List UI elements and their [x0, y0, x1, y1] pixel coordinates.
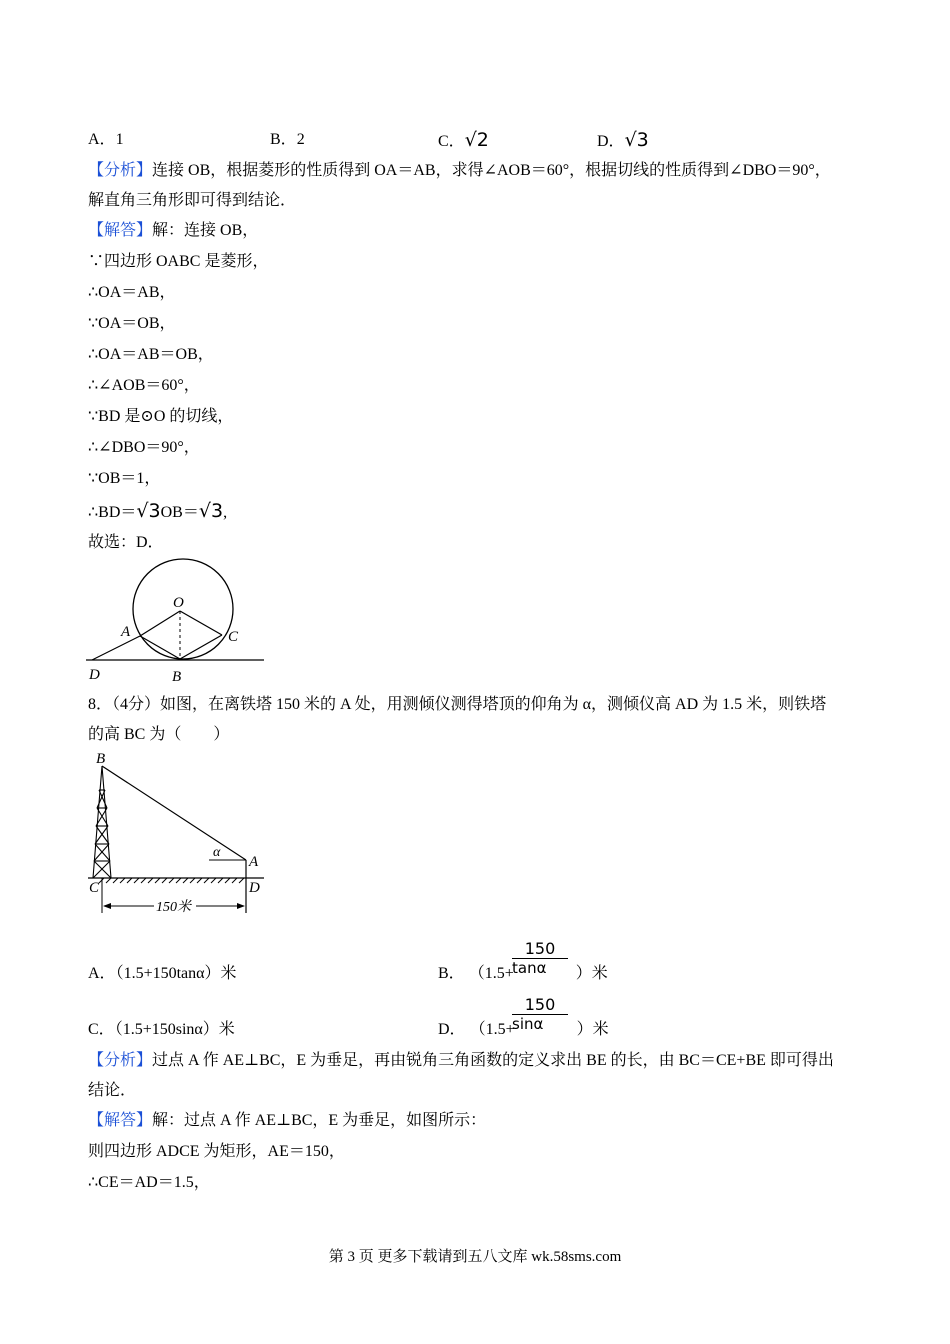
q7-solution-line-9: ∵OB＝1，: [88, 470, 161, 487]
label-c: C: [228, 629, 239, 645]
ground-hatching: [99, 878, 244, 883]
q8-analysis-line-2: 结论．: [88, 1082, 137, 1099]
q8-stem-line-1: 8．（4分）如图，在离铁塔 150 米的 A 处，用测倾仪测得塔顶的仰角为 α，测倾仪高 AD 为 1.5 米，则铁塔: [88, 696, 827, 713]
q7-solution-line-7: ∵BD 是⊙O 的切线，: [88, 408, 234, 425]
q8-stem-line-2: 的高 BC 为（ ）: [88, 726, 230, 743]
q7-solution-bd-line: ∴BD＝√3OB＝√3,: [88, 500, 228, 522]
q8-option-b-fraction: 150 tanα: [512, 940, 568, 977]
q8-option-a: A．（1.5+150tanα）米: [88, 965, 237, 982]
q7-solution-line-1: 【解答】解：连接 OB，: [88, 222, 259, 239]
arrowhead-right: [237, 903, 245, 909]
q7-solution-line-4: ∵OA＝OB，: [88, 315, 176, 332]
q7-solution-line-3: ∴OA＝AB，: [88, 284, 176, 301]
q7-option-d: D．√3: [597, 129, 649, 151]
page-footer: 第 3 页 更多下载请到五八文库 wk.58sms.com: [328, 1249, 622, 1265]
q8-solution-line-2: 则四边形 ADCE 为矩形，AE＝150，: [88, 1143, 345, 1160]
label-dist: 150米: [156, 900, 191, 915]
q8-solution-line-3: ∴CE＝AD＝1.5，: [88, 1174, 210, 1191]
q7-option-a: A．1: [88, 131, 124, 148]
label-a: A: [121, 624, 131, 640]
label-c: C: [89, 880, 100, 896]
q7-solution-line-8: ∴∠DBO＝90°，: [88, 439, 200, 456]
segment-oc: [180, 611, 222, 635]
q7-solution-line-6: ∴∠AOB＝60°，: [88, 377, 200, 394]
tower-lattice: [93, 766, 111, 878]
q8-solution-line-1: 【解答】解：过点 A 作 AE⊥BC，E 为垂足，如图所示：: [88, 1112, 487, 1129]
segment-oa: [140, 611, 180, 636]
label-alpha: α: [213, 845, 221, 860]
q8-tower-figure: [84, 748, 274, 923]
q7-answer: 故选：D．: [88, 534, 164, 551]
q7-solution-line-5: ∴OA＝AB＝OB，: [88, 346, 214, 363]
q7-circle-figure: [84, 555, 269, 685]
segment-da: [92, 636, 140, 660]
label-d: D: [249, 880, 260, 896]
label-d: D: [89, 667, 100, 683]
q8-option-c: C．（1.5+150sinα）米: [88, 1021, 235, 1038]
q8-option-d-fraction: 150 sinα: [512, 996, 568, 1033]
label-a: A: [249, 854, 259, 870]
label-b: B: [96, 751, 106, 767]
q7-option-c: C．√2: [438, 129, 489, 151]
sight-line-ba: [102, 766, 246, 860]
q8-analysis-line-1: 【分析】过点 A 作 AE⊥BC，E 为垂足，再由锐角三角函数的定义求出 BE 的长，由 BC＝CE+BE 即可得出: [88, 1052, 834, 1069]
label-b: B: [172, 669, 182, 685]
q7-option-b: B．2: [270, 131, 305, 148]
q7-analysis-line-1: 【分析】连接 OB，根据菱形的性质得到 OA＝AB，求得∠AOB＝60°，根据切线的性质得到∠DBO＝90°，: [88, 162, 831, 179]
q8-option-d: D． （1.5+ ）米: [438, 1021, 609, 1038]
arrowhead-left: [103, 903, 111, 909]
q8-option-b: B． （1.5+ ）米: [438, 965, 608, 982]
q7-solution-line-2: ∵四边形 OABC 是菱形，: [88, 253, 269, 270]
label-o: O: [173, 595, 184, 611]
segment-ab: [140, 636, 180, 659]
q7-analysis-line-2: 解直角三角形即可得到结论．: [88, 192, 297, 209]
